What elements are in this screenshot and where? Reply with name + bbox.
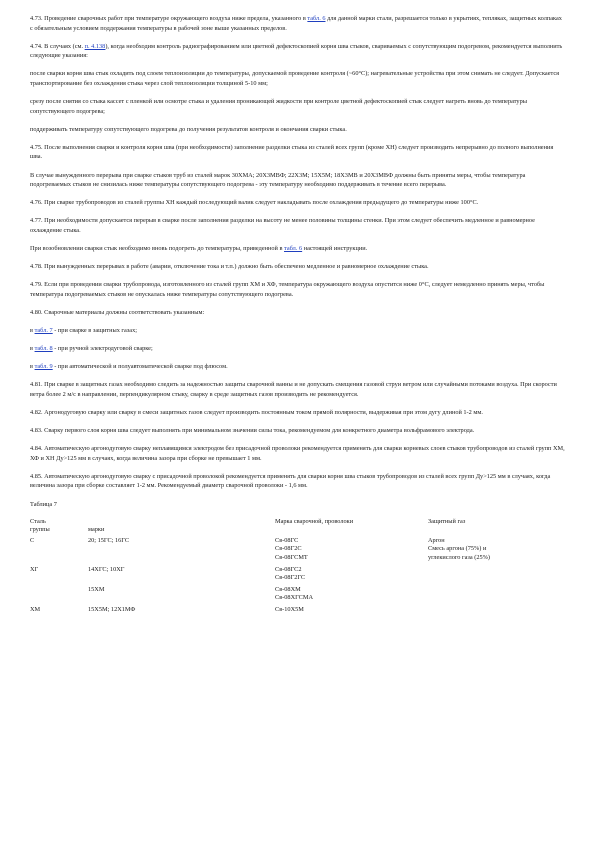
table-header-row <box>30 518 565 537</box>
paragraph-4-74: 4.74. В случаях (см. п. 4.138), когда необходим контроль радиографированием или цветной дефектоскопией корня шва стыков, свариваемых с сопутствующим подогревом, рекомендуется выполнить следующие указания: <box>30 42 563 60</box>
cell-wire: Св-08Г2ГС <box>275 574 306 582</box>
paragraph-4-79: 4.79. Если при проведении сварки трубопровода, изготовленного из сталей групп ХМ и ХФ, температура окружающего воздуха опустится ниже 0°С, следует немедленно принять меры, чтобы температура подогреваемых стыков не опускалась ниже температуры сопутствующего подогрева. <box>30 281 545 298</box>
table-caption: Таблица 7 <box>30 500 57 508</box>
cell-wire: Св-08Г2С <box>275 545 302 553</box>
cell-wire: Св-10Х5М <box>275 605 304 613</box>
header-steel: Сталь <box>30 517 46 525</box>
document-page <box>30 14 565 618</box>
cell-wire: Св-08ХГСМА <box>275 594 314 602</box>
header-gas: Защитный газ <box>428 517 466 525</box>
table-row <box>30 606 565 618</box>
link-table-6[interactable]: табл. 6 <box>284 245 303 252</box>
paragraph-4-74-b: срезу после снятия со стыка кассет с пленкой или осмотре стыка и удаления проникающей жидкости при контроле цветной дефектоскопией стык следует нагреть вновь до температуры сопутствующего подогрева; <box>30 98 527 115</box>
cell-grade: 20; 15ГС; 16ГС <box>88 536 130 544</box>
cell-group: С <box>30 536 35 544</box>
link-table-8[interactable]: табл. 8 <box>34 345 53 353</box>
link-table-9[interactable]: табл. 9 <box>34 363 53 371</box>
cell-gas: углекислого газа (25%) <box>428 553 490 561</box>
paragraph-4-75-a: В случае вынужденного перерыва при сварке стыков труб из сталей марок 30ХМА; 20Х3МВФ; 22Х3М; 15Х5М; 18Х3МВ и 20Х3МВФ должны быть приняты меры, чтобы температура подогреваемых стыков не снизилась ниже температуры сопутствующего подогрева - эту температуру необходимо поддерживать в течение всего перерыва. <box>30 171 526 189</box>
link-table-7[interactable]: табл. 7 <box>34 326 53 334</box>
paragraph-4-80-c: в табл. 9 - при автоматической и полуавтоматической сварке под флюсом. <box>30 363 228 371</box>
paragraph-4-73: 4.73. Проведение сварочных работ при температуре окружающего воздуха ниже предела, указанного в табл. 6 для данной марки стали, разрешается только в укрытиях, тепляках, защитных колпаках с обязательным условием поддержания температуры в рабочей зоне выше указанных пределов. <box>30 15 562 32</box>
cell-grade: 14ХГС; 10ХГ <box>88 565 125 573</box>
paragraph-4-82: 4.82. Аргонодуговую сварку или сварку в смеси защитных газов следует производить постоянным током прямой полярности, выдерживая при этом дугу длиной 1-2 мм. <box>30 408 483 416</box>
cell-gas: Аргон <box>428 536 445 544</box>
cell-grade: 15ХМ <box>88 585 105 593</box>
paragraph-4-81: 4.81. При сварке в защитных газах необходимо следить за надежностью защиты сварочной ванны и не допускать смещения газовой струи ветром или случайными потоками воздуха. При скорости ветра более 2 м/с в направлении, перпендикулярном стыку, сварку в среде защитных газов производить не рекомендуется. <box>30 381 557 398</box>
cell-wire: Св-08ХМ <box>275 585 301 593</box>
header-grade: марки <box>88 526 105 534</box>
table-row <box>30 537 565 566</box>
table-row <box>30 566 565 586</box>
welding-materials-table <box>30 518 565 618</box>
paragraph-4-80-b: в табл. 8 - при ручной электродуговой сварке; <box>30 345 153 353</box>
link-clause-4-138[interactable]: п. 4.138 <box>84 42 106 50</box>
paragraph-4-77: 4.77. При необходимости допускается перерыв в сварке после заполнения разделки на высоту не менее половины толщины стенки. При этом следует обеспечить медленное и равномерное охлаждение стыка. <box>30 217 535 234</box>
cell-group: ХГ <box>30 565 39 573</box>
cell-grade: 15Х5М; 12Х1МФ <box>88 605 136 613</box>
link-table-6[interactable]: табл. 6 <box>307 15 326 22</box>
paragraph-4-76: 4.76. При сварке трубопроводов из сталей группы ХН каждый последующий валик следует накладывать после охлаждения предыдущего до температуры ниже 100°С. <box>30 199 479 207</box>
cell-group: ХМ <box>30 605 41 613</box>
cell-gas: Смесь аргона (75%) и <box>428 545 487 553</box>
cell-wire: Св-08ГС2 <box>275 565 302 573</box>
cell-wire: Св-08ГСМТ <box>275 553 308 561</box>
paragraph-4-80: 4.80. Сварочные материалы должны соответствовать указанным: <box>30 308 205 316</box>
cell-group <box>30 586 88 606</box>
cell-wire: Св-08ГС <box>275 536 299 544</box>
table-row <box>30 586 565 606</box>
paragraph-4-80-a: в табл. 7 - при сварке в защитных газах; <box>30 326 137 334</box>
header-group: группы <box>30 526 50 534</box>
paragraph-4-83: 4.83. Сварку первого слоя корня шва следует выполнять при минимальном значении силы тока, рекомендуемом для конкретного диаметра вольфрамового электрода. <box>30 427 475 435</box>
paragraph-4-74-a: после сварки корня шва стык охладить под слоем теплоизоляции до температуры, допускаемой проведение контроля (~60°С); нагревательные устройства при этом снимать не следует. Допускается транспортирование без охлаждения стыка через слой теплоизоляции толщиной 5-10 мм; <box>30 70 560 87</box>
paragraph-4-75: 4.75. После выполнения сварки и контроля корня шва (при необходимости) заполнение разделки стыка из сталей всех групп (кроме ХН) следует производить непрерывно до полного выполнения шва. <box>30 143 554 161</box>
paragraph-4-85: 4.85. Автоматическую аргонодуговую сварку с присадочной проволокой рекомендуется применять для сварки корня шва стыков трубопроводов из сталей всех групп Ду>125 мм в случаях, когда величина зазора при сборке составляет 1-2 мм. Рекомендуемый диаметр сварочной проволоки - 1,6 мм. <box>30 472 551 490</box>
paragraph-4-78: 4.78. При вынужденных перерывах в работе (аварии, отключение тока и т.п.) должно быть обеспечено медленное и равномерное охлаждение стыка. <box>30 263 429 271</box>
paragraph-4-77-a: При возобновлении сварки стык необходимо вновь подогреть до температуры, приведенной в табл. 6 настоящей инструкции. <box>30 245 368 252</box>
header-wire: Марка сварочной, проволоки <box>275 517 354 525</box>
paragraph-4-84: 4.84. Автоматическую аргонодуговую сварку неплавящимся электродом без присадочной проволоки рекомендуется применять для сварки корневых слоев стыков трубопроводов из сталей групп ХМ, ХФ и ХН Ду>125 мм в случаях, когда величина зазора при сборке не превышает 1 мм. <box>30 445 565 462</box>
paragraph-4-74-c: поддерживать температуру сопутствующего подогрева до получения результатов контроля и окончания сварки стыка. <box>30 125 347 133</box>
